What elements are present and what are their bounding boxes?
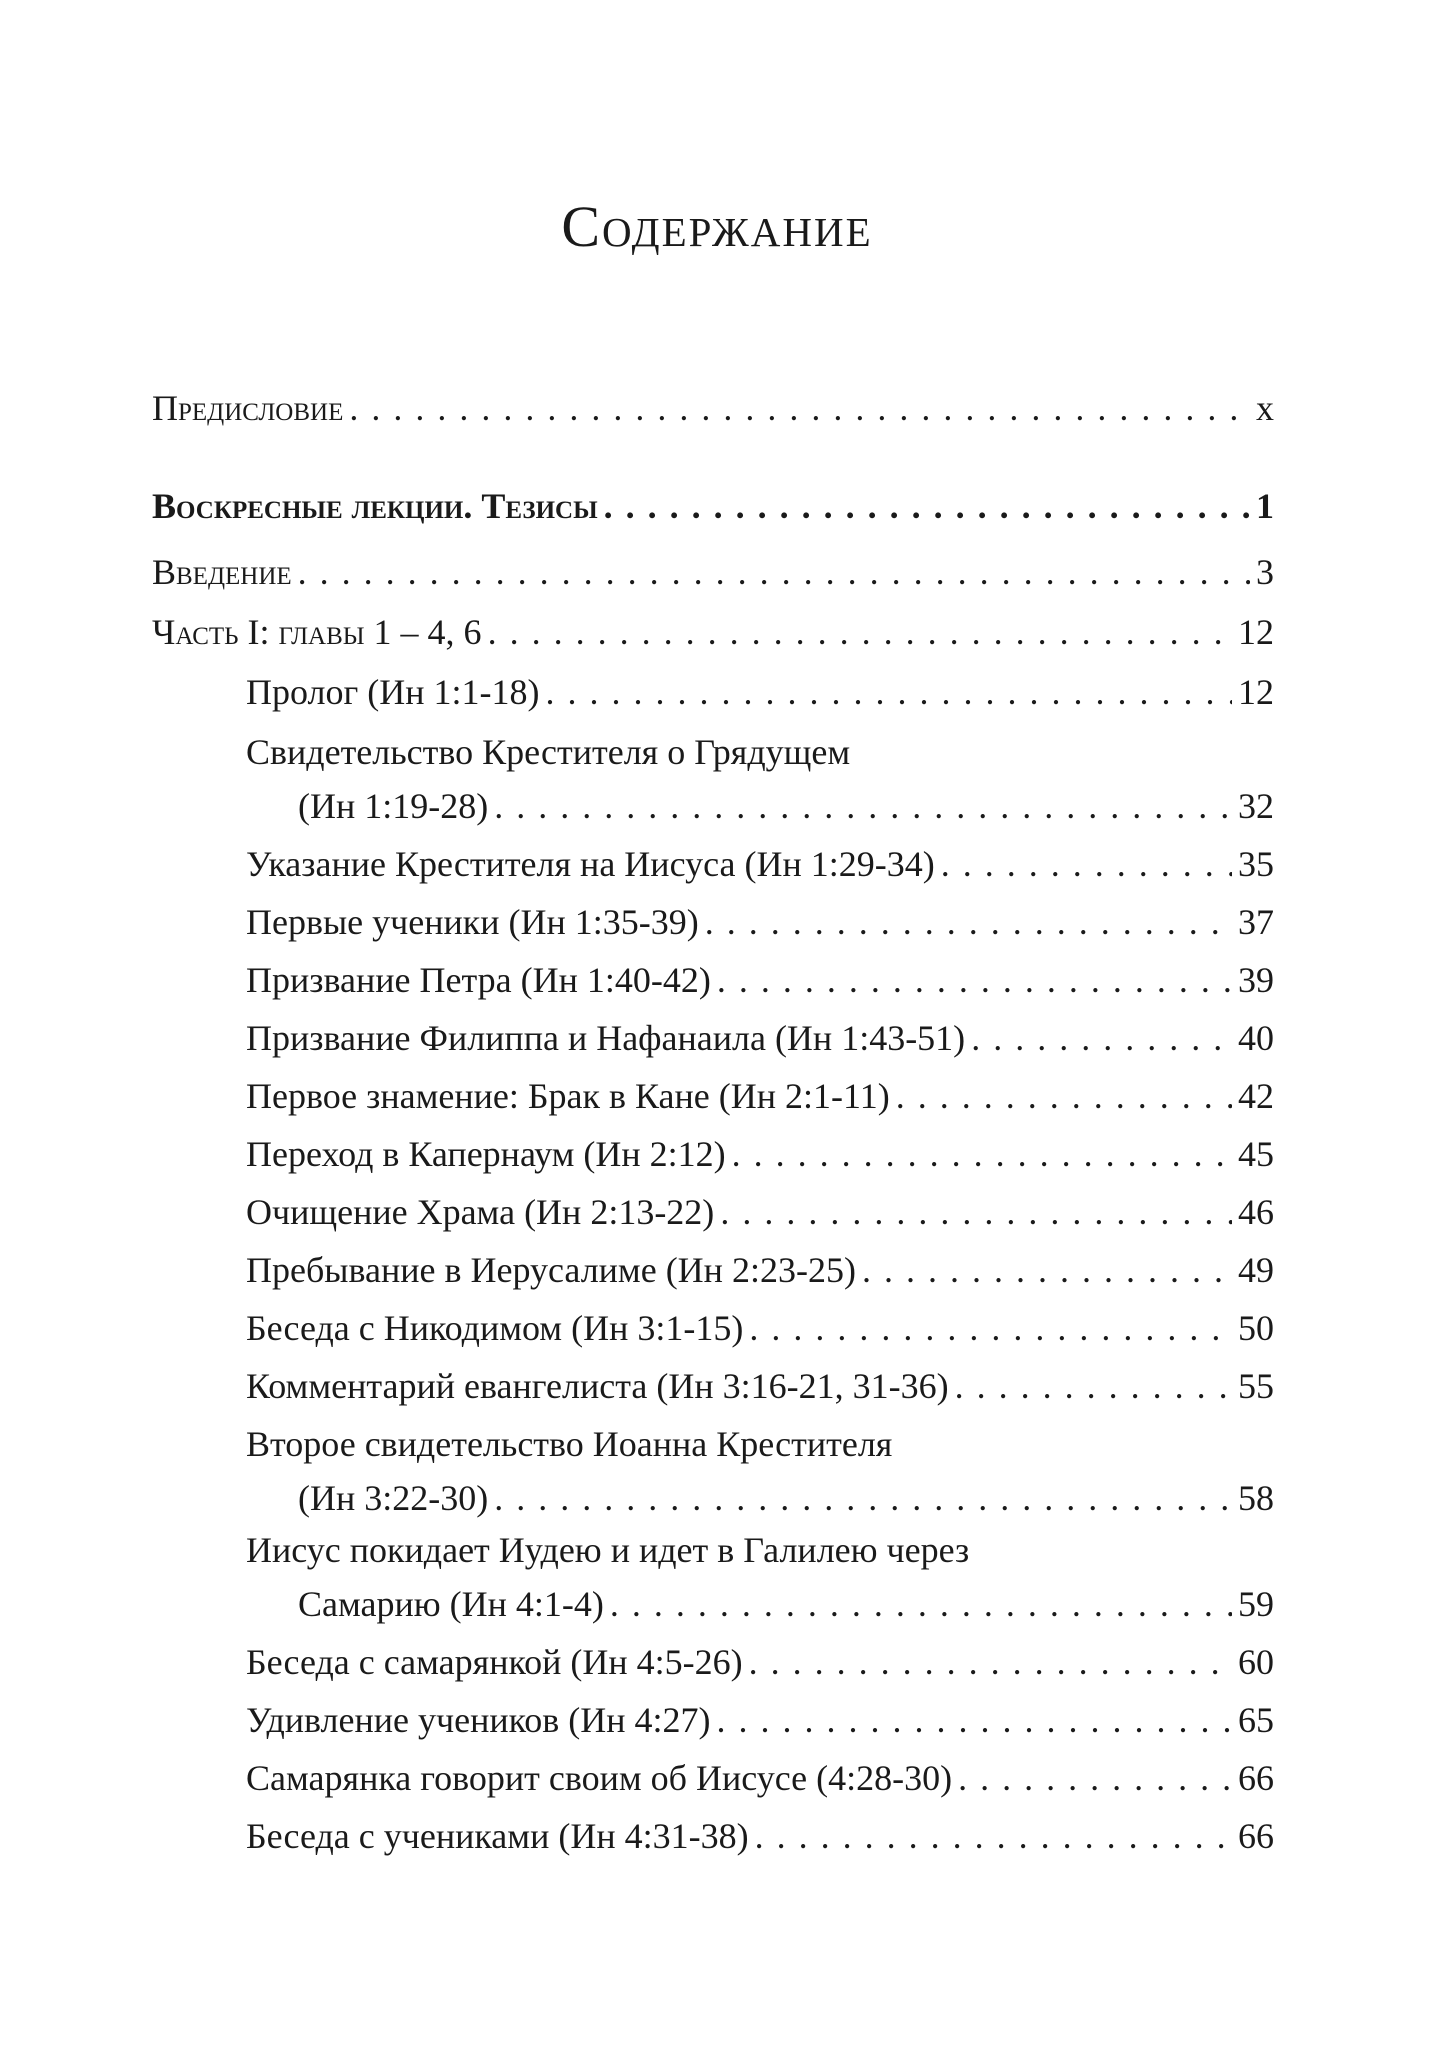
toc-entry-label-line1: Второе свидетельство Иоанна Крестителя: [246, 1424, 893, 1464]
toc-entry-label: Призвание Филиппа и Нафанаила (Ин 1:43-51): [246, 1018, 966, 1058]
toc-page-number: 49: [1238, 1250, 1274, 1290]
toc-entry-label-line1: Иисус покидает Иудею и идет в Галилею через: [246, 1530, 970, 1570]
toc-entry-first-disciples[interactable]: [0, 898, 1434, 946]
leader-dots: [971, 1014, 1232, 1062]
toc-entry-evangelist-commentary[interactable]: [0, 1362, 1434, 1410]
toc-entry-label-line2: (Ин 1:19-28): [298, 786, 489, 826]
toc-entry-label: Первое знамение: Брак в Кане (Ин 2:1-11): [246, 1076, 890, 1116]
toc-entry-samaritan-tells[interactable]: [0, 1754, 1434, 1802]
toc-entry-label: Пролог (Ин 1:1-18): [246, 672, 540, 712]
page-title: Содержание: [561, 194, 873, 259]
toc-page-number: 45: [1238, 1134, 1274, 1174]
leader-dots: [896, 1072, 1232, 1120]
toc-entry-label: Первые ученики (Ин 1:35-39): [246, 902, 699, 942]
toc-entry-label: Предисловие: [152, 388, 344, 428]
leader-dots: [732, 1130, 1232, 1178]
toc-entry-label-line2: Самарию (Ин 4:1-4): [298, 1584, 604, 1624]
toc-page-number: 39: [1238, 960, 1274, 1000]
toc-entry-nicodemus[interactable]: [0, 1304, 1434, 1352]
toc-page-number: 66: [1238, 1816, 1274, 1856]
leader-dots: [755, 1812, 1232, 1860]
toc-entry-label: Призвание Петра (Ин 1:40-42): [246, 960, 711, 1000]
toc-entry-introduction[interactable]: [0, 548, 1434, 596]
toc-page-number: 32: [1238, 786, 1274, 826]
toc-entry-second-witness[interactable]: [0, 1420, 1434, 1468]
leader-dots: [941, 840, 1232, 888]
leader-dots: [720, 1188, 1232, 1236]
toc-page-number: 37: [1238, 902, 1274, 942]
toc-entry-capernaum[interactable]: [0, 1130, 1434, 1178]
toc-entry-calling-peter[interactable]: [0, 956, 1434, 1004]
leader-dots: [494, 1474, 1232, 1522]
toc-entry-label: Самарянка говорит своим об Иисусе (4:28-30): [246, 1758, 953, 1798]
leader-dots: [604, 482, 1250, 530]
toc-entry-leaves-judea-cont[interactable]: [0, 1580, 1434, 1628]
toc-page-number: 12: [1238, 612, 1274, 652]
leader-dots: [494, 782, 1232, 830]
toc-page-number: 60: [1238, 1642, 1274, 1682]
toc-entry-first-sign[interactable]: [0, 1072, 1434, 1120]
toc-entry-temple-cleansing[interactable]: [0, 1188, 1434, 1236]
toc-entry-disciples-marvel[interactable]: [0, 1696, 1434, 1744]
toc-entry-label: Беседа с Никодимом (Ин 3:1-15): [246, 1308, 744, 1348]
toc-entry-label: Беседа с учениками (Ин 4:31-38): [246, 1816, 749, 1856]
toc-entry-preface[interactable]: [0, 384, 1434, 432]
toc-entry-sunday-lectures[interactable]: [0, 482, 1434, 530]
toc-entry-talk-with-disciples[interactable]: [0, 1812, 1434, 1860]
toc-entry-label-line2: (Ин 3:22-30): [298, 1478, 489, 1518]
toc-entry-baptist-witness[interactable]: [0, 728, 1434, 776]
toc-entry-label: Введение: [152, 552, 292, 592]
toc-entry-label: Пребывание в Иерусалиме (Ин 2:23-25): [246, 1250, 856, 1290]
toc-page-number: 35: [1238, 844, 1274, 884]
leader-dots: [488, 608, 1232, 656]
toc-page-number: 58: [1238, 1478, 1274, 1518]
toc-page-number: 66: [1238, 1758, 1274, 1798]
toc-page-number: 65: [1238, 1700, 1274, 1740]
toc-entry-samaritan-woman[interactable]: [0, 1638, 1434, 1686]
leader-dots: [610, 1580, 1232, 1628]
toc-entry-jerusalem[interactable]: [0, 1246, 1434, 1294]
leader-dots: [749, 1304, 1232, 1352]
toc-page-number: 42: [1238, 1076, 1274, 1116]
leader-dots: [545, 668, 1232, 716]
leader-dots: [705, 898, 1232, 946]
leader-dots: [955, 1362, 1232, 1410]
toc-page-number: 50: [1238, 1308, 1274, 1348]
toc-page-number: 46: [1238, 1192, 1274, 1232]
toc-entry-part-one[interactable]: [0, 608, 1434, 656]
toc-entry-second-witness-cont[interactable]: [0, 1474, 1434, 1522]
toc-entry-leaves-judea[interactable]: [0, 1526, 1434, 1574]
toc-entry-label: Очищение Храма (Ин 2:13-22): [246, 1192, 715, 1232]
leader-dots: [717, 956, 1232, 1004]
leader-dots: [862, 1246, 1232, 1294]
toc-entry-label: Указание Крестителя на Иисуса (Ин 1:29-34): [246, 844, 935, 884]
toc-entry-label: Беседа с самарянкой (Ин 4:5-26): [246, 1642, 743, 1682]
toc-page-number: x: [1256, 388, 1274, 428]
toc-entry-baptist-witness-cont[interactable]: [0, 782, 1434, 830]
toc-page-number: 12: [1238, 672, 1274, 712]
leader-dots: [717, 1696, 1232, 1744]
toc-page-number: 55: [1238, 1366, 1274, 1406]
toc-page-number: 40: [1238, 1018, 1274, 1058]
toc-entry-label: Комментарий евангелиста (Ин 3:16-21, 31-36): [246, 1366, 949, 1406]
toc-page-number: 59: [1238, 1584, 1274, 1624]
toc-entry-prologue[interactable]: [0, 668, 1434, 716]
leader-dots: [958, 1754, 1232, 1802]
leader-dots: [298, 548, 1250, 596]
toc-page-number: 3: [1256, 552, 1274, 592]
toc-entry-label: Переход в Капернаум (Ин 2:12): [246, 1134, 726, 1174]
toc-entry-label-line1: Свидетельство Крестителя о Грядущем: [246, 732, 851, 772]
leader-dots: [749, 1638, 1232, 1686]
toc-page-number: 1: [1256, 486, 1274, 526]
toc-entry-label: Воскресные лекции. Тезисы: [152, 486, 598, 526]
leader-dots: [349, 384, 1250, 432]
toc-entry-label: Удивление учеников (Ин 4:27): [246, 1700, 711, 1740]
toc-entry-calling-philip[interactable]: [0, 1014, 1434, 1062]
toc-entry-label: Часть I: главы 1 – 4, 6: [152, 612, 482, 652]
toc-entry-baptist-points[interactable]: [0, 840, 1434, 888]
